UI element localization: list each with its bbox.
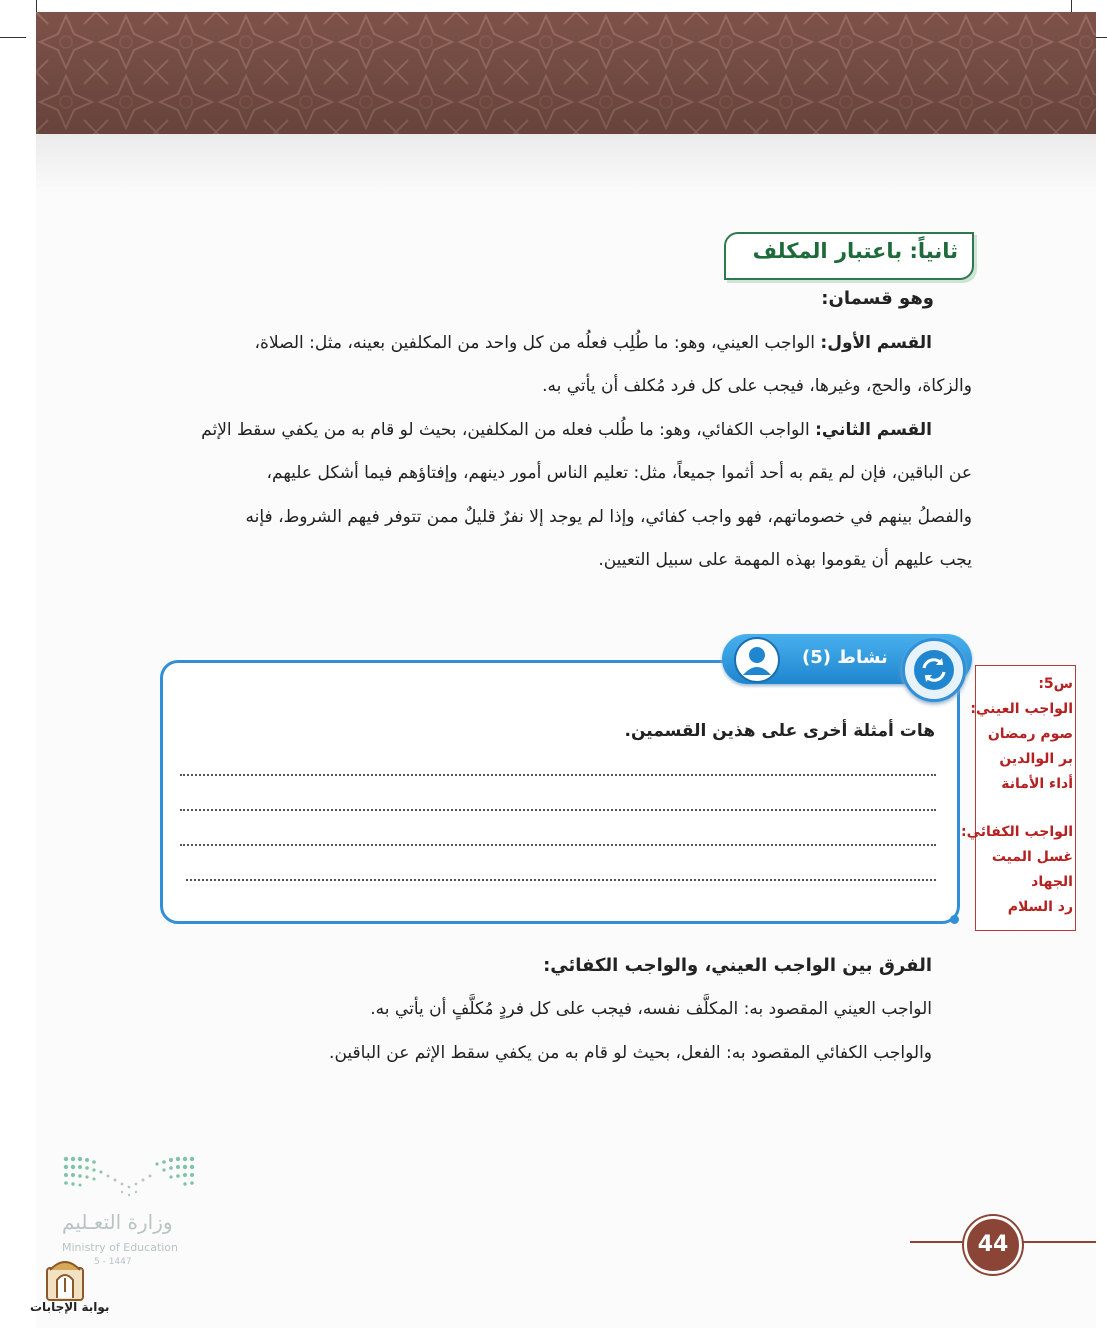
part2-line1 xyxy=(201,420,932,440)
ministry-name-ar: وزارة التعـليم xyxy=(62,1210,173,1234)
crop-mark xyxy=(36,0,37,12)
answer-head-collective: الواجب الكفائي: xyxy=(961,824,1073,840)
answer-item: صوم رمضان xyxy=(987,726,1073,742)
section-heading-box xyxy=(724,232,974,280)
difference-title: الفرق بين الواجب العيني، والواجب الكفائي: xyxy=(543,955,932,976)
answer-item: غسل الميت xyxy=(991,849,1073,865)
answer-item: الجهاد xyxy=(1031,874,1073,890)
edition-year: 5 - 1447 xyxy=(94,1257,132,1267)
user-icon xyxy=(734,637,780,683)
difference-line2: والواجب الكفائي المقصود به: الفعل، بحيث لو قام به من يكفي سقط الإثم عن الباقين. xyxy=(329,1043,932,1063)
banner-fade xyxy=(36,134,1096,194)
answer-note xyxy=(961,665,1076,931)
answer-item: بر الوالدين xyxy=(999,751,1073,767)
part1-text: الواجب العيني، وهو: ما طُلِب فعلُه من كل واحد من المكلفين بعينه، مثل: الصلاة، xyxy=(254,333,821,353)
ministry-logo xyxy=(62,1154,198,1204)
answer-item: رد السلام xyxy=(1007,899,1073,915)
part2-line2: عن الباقين، فإن لم يقم به أحد أثموا جميعاً، مثل: تعليم الناس أمور دينهم، وإفتاؤهم فيما أشكل عليهم، xyxy=(266,463,972,483)
activity-label: نشاط (5) xyxy=(802,647,888,668)
crop-mark xyxy=(0,37,26,38)
answer-question: س5: xyxy=(1038,676,1073,692)
answer-line[interactable] xyxy=(180,809,936,811)
difference-line1: الواجب العيني المقصود به: المكلَّف نفسه، فيجب على كل فردٍ مُكلَّفٍ أن يأتي به. xyxy=(370,999,932,1019)
answer-line[interactable] xyxy=(186,879,936,881)
part2-label: القسم الثاني: xyxy=(815,420,932,440)
crop-mark xyxy=(1071,0,1072,12)
answer-line[interactable] xyxy=(180,774,936,776)
part2-text: الواجب الكفائي، وهو: ما طُلب فعله من المكلفين، بحيث لو قام به من يكفي سقط الإثم xyxy=(201,420,816,440)
activity-frame-dot xyxy=(950,915,959,924)
logo-icon xyxy=(44,1256,86,1306)
section-title: ثانياً: باعتبار المكلف xyxy=(752,239,958,263)
answer-head-individual: الواجب العيني: xyxy=(970,701,1073,717)
refresh-icon xyxy=(902,638,966,702)
answer-line[interactable] xyxy=(180,844,936,846)
part1-line2: والزكاة، والحج، وغيرها، فيجب على كل فرد مُكلف أن يأتي به. xyxy=(542,376,972,396)
part2-line4: يجب عليهم أن يقوموا بهذه المهمة على سبيل التعيين. xyxy=(598,550,972,570)
page-number: 44 xyxy=(964,1216,1022,1274)
part1-label: القسم الأول: xyxy=(820,333,932,353)
answer-item: أداء الأمانة xyxy=(1001,776,1073,792)
part2-line3: والفصلُ بينهم في خصوماتهم، فهو واجب كفائي، وإذا لم يوجد إلا نفرٌ قليلٌ ممن تتوفر فيهم الشروط، فإنه xyxy=(245,507,972,527)
section-intro: وهو قسمان: xyxy=(821,288,934,309)
activity-frame xyxy=(160,660,960,924)
activity-prompt: هات أمثلة أخرى على هذين القسمين. xyxy=(624,721,935,741)
site-name: بوابة الإجابات xyxy=(30,1300,110,1314)
part1-line1 xyxy=(255,333,932,353)
header-banner xyxy=(36,12,1096,134)
ministry-name-en: Ministry of Education xyxy=(62,1241,179,1254)
